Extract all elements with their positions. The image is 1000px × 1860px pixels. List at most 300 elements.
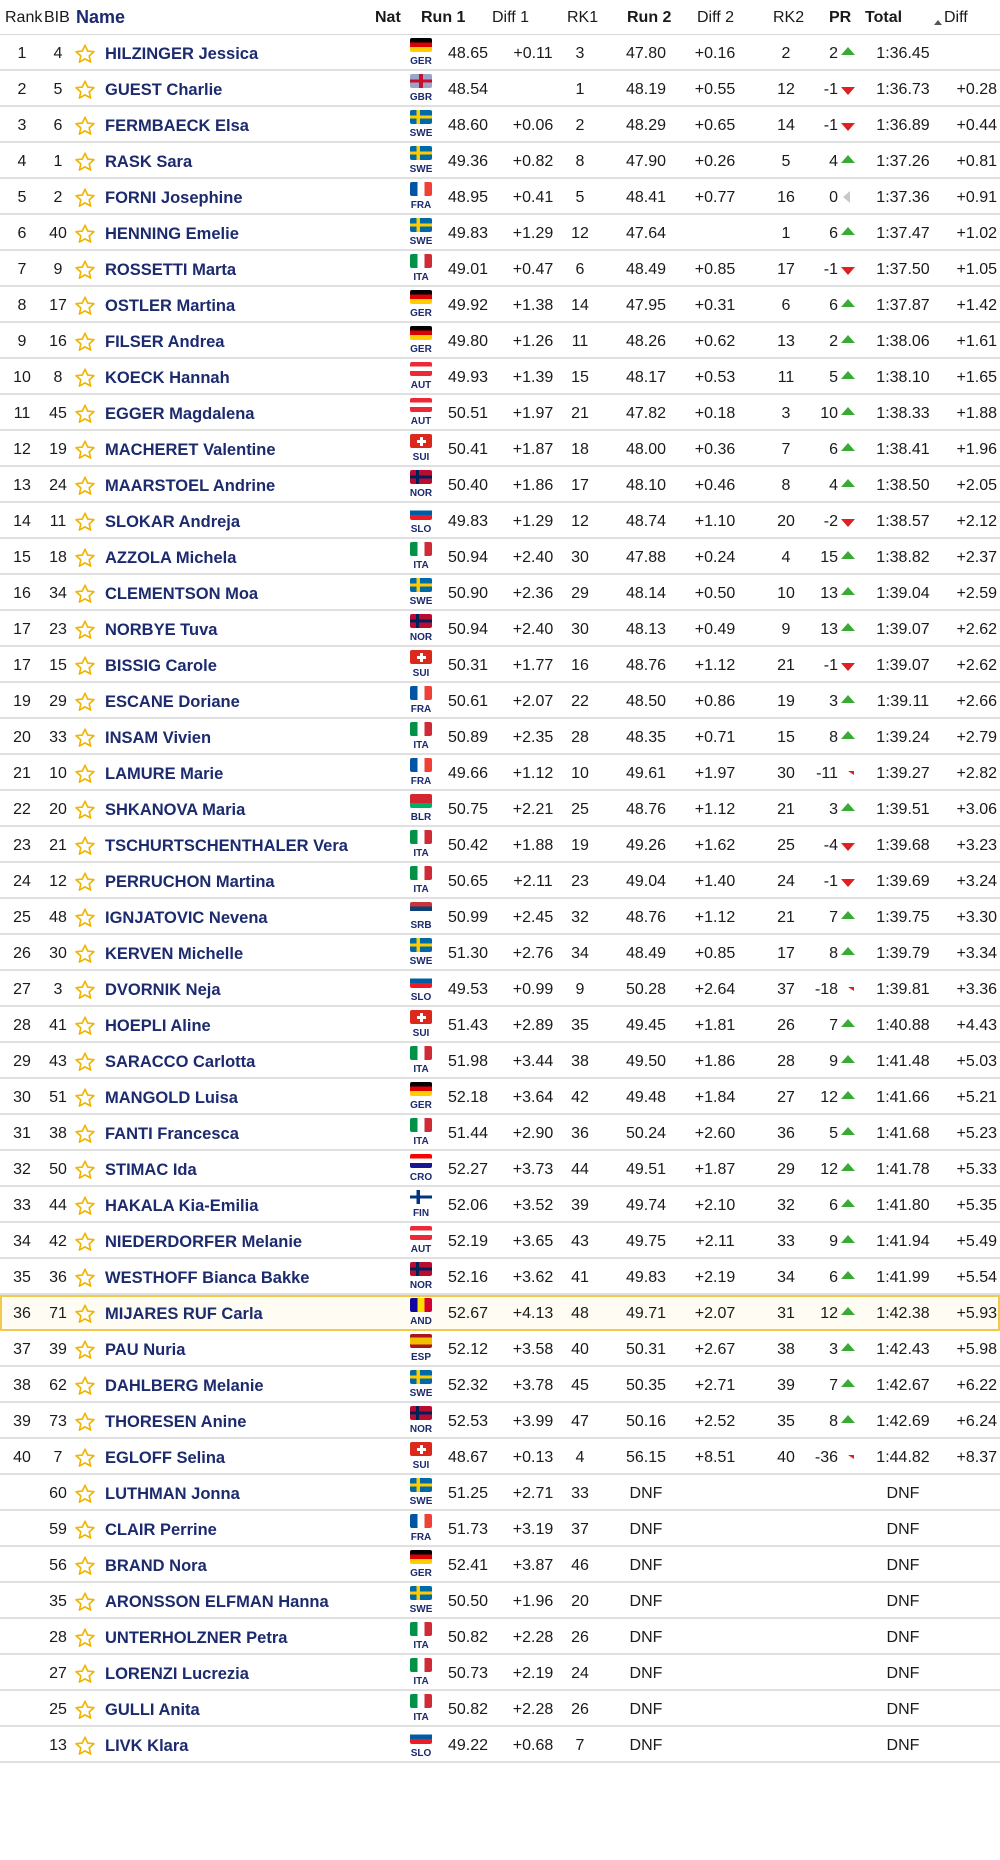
athlete-name-link[interactable]: KOECK Hannah (105, 369, 230, 387)
table-row[interactable] (0, 1727, 1000, 1763)
run2-diff: +0.62 (694, 333, 736, 350)
table-row[interactable] (0, 971, 1000, 1007)
athlete-name-link[interactable]: MANGOLD Luisa (105, 1089, 238, 1107)
favorite-star-icon[interactable] (74, 547, 96, 569)
run1-diff: +2.07 (512, 693, 554, 710)
athlete-name-link[interactable]: UNTERHOLZNER Petra (105, 1629, 288, 1647)
run2-rank: 8 (781, 477, 791, 494)
favorite-star-icon[interactable] (74, 475, 96, 497)
table-row[interactable] (0, 683, 1000, 719)
athlete-name-link[interactable]: ESCANE Doriane (105, 693, 240, 711)
run2-rank: 36 (777, 1125, 795, 1142)
run1-diff: +0.11 (513, 45, 553, 62)
favorite-star-icon[interactable] (74, 1087, 96, 1109)
favorite-star-icon[interactable] (74, 1375, 96, 1397)
total-diff: +3.30 (956, 909, 997, 926)
favorite-star-icon[interactable] (74, 1699, 96, 1721)
athlete-name-link[interactable]: MACHERET Valentine (105, 441, 276, 459)
athlete-name-link[interactable]: MIJARES RUF Carla (105, 1305, 263, 1323)
favorite-star-icon[interactable] (74, 1159, 96, 1181)
arrow-down-icon (848, 771, 854, 775)
run2-time: 50.31 (625, 1341, 667, 1358)
athlete-name-link[interactable]: THORESEN Anine (105, 1413, 247, 1431)
run2-time: 49.26 (625, 837, 667, 854)
athlete-name-link[interactable]: FILSER Andrea (105, 333, 225, 351)
run2-diff: +2.64 (694, 981, 736, 998)
rank-cell: 10 (13, 369, 31, 386)
rank-cell: 4 (17, 153, 27, 170)
table-row[interactable] (0, 1259, 1000, 1295)
nation-code: ITA (413, 1712, 429, 1723)
athlete-name-link[interactable]: LIVK Klara (105, 1737, 189, 1755)
col-run1[interactable]: Run 1 (421, 9, 466, 26)
total-time: 1:41.78 (876, 1161, 930, 1178)
total-diff: +1.42 (956, 297, 997, 314)
table-row[interactable] (0, 827, 1000, 863)
total-diff: +3.06 (956, 801, 997, 818)
athlete-name-link[interactable]: GULLI Anita (105, 1701, 200, 1719)
favorite-star-icon[interactable] (74, 1051, 96, 1073)
favorite-star-icon[interactable] (74, 1411, 96, 1433)
table-row[interactable] (0, 647, 1000, 683)
table-row[interactable] (0, 179, 1000, 215)
table-row[interactable] (0, 431, 1000, 467)
table-row[interactable] (0, 71, 1000, 107)
arrow-up-icon (841, 623, 855, 631)
favorite-star-icon[interactable] (74, 1123, 96, 1145)
athlete-name-link[interactable]: STIMAC Ida (105, 1161, 197, 1179)
rank-cell: 29 (13, 1053, 31, 1070)
run2-diff: +0.85 (694, 261, 736, 278)
run1-rank: 2 (575, 117, 585, 134)
run1-time: 49.80 (447, 333, 488, 350)
run1-diff: +3.78 (512, 1377, 554, 1394)
favorite-star-icon[interactable] (74, 1015, 96, 1037)
table-row[interactable] (0, 575, 1000, 611)
run1-time: 50.90 (447, 585, 488, 602)
bib-cell: 34 (49, 585, 67, 602)
run2-diff: +1.62 (694, 837, 736, 854)
table-row[interactable] (0, 1007, 1000, 1043)
favorite-star-icon[interactable] (74, 655, 96, 677)
rank-cell: 30 (13, 1089, 31, 1106)
athlete-name-link[interactable]: FERMBAECK Elsa (105, 117, 249, 135)
table-row[interactable] (0, 1583, 1000, 1619)
table-row[interactable] (0, 1547, 1000, 1583)
athlete-name-link[interactable]: LAMURE Marie (105, 765, 224, 783)
athlete-name-link[interactable]: GUEST Charlie (105, 81, 223, 99)
rank-cell: 35 (13, 1269, 31, 1286)
run2-rank: 25 (777, 837, 795, 854)
athlete-name-link[interactable]: HENNING Emelie (105, 225, 239, 243)
favorite-star-icon[interactable] (74, 1555, 96, 1577)
athlete-name-link[interactable]: PAU Nuria (105, 1341, 186, 1359)
favorite-star-icon[interactable] (74, 79, 96, 101)
run2-time: 48.41 (625, 189, 667, 206)
run2-diff: +0.16 (694, 45, 736, 62)
run1-diff: +1.88 (512, 837, 554, 854)
athlete-name-link[interactable]: CLAIR Perrine (105, 1521, 217, 1539)
favorite-star-icon[interactable] (74, 943, 96, 965)
athlete-name-link[interactable]: FANTI Francesca (105, 1125, 239, 1143)
run2-time: 48.26 (625, 333, 667, 350)
run1-time: 49.83 (447, 225, 488, 242)
table-row[interactable] (0, 1511, 1000, 1547)
favorite-star-icon[interactable] (74, 1519, 96, 1541)
col-name[interactable]: Name (76, 7, 126, 27)
table-row[interactable] (0, 359, 1000, 395)
favorite-star-icon[interactable] (74, 619, 96, 641)
favorite-star-icon[interactable] (74, 511, 96, 533)
total-time: 1:41.80 (876, 1197, 930, 1214)
rank-cell: 20 (13, 729, 31, 746)
run2-diff: +0.55 (694, 81, 736, 98)
total-diff: +0.81 (956, 153, 997, 170)
rank-cell: 23 (13, 837, 31, 854)
table-row[interactable] (0, 1691, 1000, 1727)
nation-code: FRA (410, 704, 432, 715)
table-row[interactable] (0, 1655, 1000, 1691)
run2-rank: 20 (777, 513, 795, 530)
favorite-star-icon[interactable] (74, 187, 96, 209)
athlete-name-link[interactable]: CLEMENTSON Moa (105, 585, 259, 603)
run2-diff: +0.46 (694, 477, 736, 494)
run1-diff: +3.99 (512, 1413, 554, 1430)
run2-rank: 2 (781, 45, 791, 62)
rank-cell: 15 (13, 549, 31, 566)
table-row[interactable] (0, 287, 1000, 323)
total-time: DNF (886, 1593, 920, 1610)
athlete-name-link[interactable]: SHKANOVA Maria (105, 801, 246, 819)
run1-diff: +0.13 (512, 1449, 554, 1466)
arrow-up-icon (841, 1199, 855, 1207)
bib-cell: 45 (49, 405, 67, 422)
athlete-name-link[interactable]: KERVEN Michelle (105, 945, 244, 963)
run1-diff: +2.28 (512, 1629, 554, 1646)
run2-diff: +0.49 (694, 621, 736, 638)
favorite-star-icon[interactable] (74, 979, 96, 1001)
col-rk2[interactable]: RK2 (773, 9, 805, 26)
table-row[interactable] (0, 1619, 1000, 1655)
nation-code: SWE (409, 1496, 433, 1507)
rank-cell: 26 (13, 945, 31, 962)
nation-code: GER (410, 308, 432, 319)
nation-code: SUI (412, 668, 430, 679)
nation-code: ITA (413, 560, 429, 571)
table-row[interactable] (0, 1115, 1000, 1151)
bib-cell: 17 (49, 297, 67, 314)
rank-cell: 22 (13, 801, 31, 818)
bib-cell: 38 (49, 1125, 67, 1142)
bib-cell: 12 (49, 873, 67, 890)
table-row[interactable] (0, 863, 1000, 899)
arrow-up-icon (841, 911, 855, 919)
bib-cell: 48 (49, 909, 67, 926)
run1-time: 50.51 (447, 405, 488, 422)
run2-time: 49.74 (625, 1197, 667, 1214)
table-row[interactable] (0, 215, 1000, 251)
athlete-name-link[interactable]: DAHLBERG Melanie (105, 1377, 264, 1395)
run2-time: 48.49 (625, 945, 667, 962)
nation-code: SWE (409, 596, 433, 607)
run2-diff: +2.67 (694, 1341, 736, 1358)
table-row[interactable] (0, 1295, 1000, 1331)
bib-cell: 30 (49, 945, 67, 962)
athlete-name-link[interactable]: HOEPLI Aline (105, 1017, 211, 1035)
col-total[interactable]: Total (865, 9, 903, 26)
run2-time: 49.04 (625, 873, 667, 890)
run1-rank: 30 (571, 549, 589, 566)
nation-code: ESP (410, 1352, 431, 1363)
table-row[interactable] (0, 1043, 1000, 1079)
run1-time: 50.65 (447, 873, 488, 890)
positions-gained: 6 (829, 297, 838, 314)
athlete-name-link[interactable]: FORNI Josephine (105, 189, 243, 207)
run1-time: 50.89 (447, 729, 488, 746)
total-diff: +3.34 (956, 945, 997, 962)
favorite-star-icon[interactable] (74, 1483, 96, 1505)
table-row[interactable] (0, 467, 1000, 503)
favorite-star-icon[interactable] (74, 835, 96, 857)
run1-rank: 11 (571, 333, 589, 350)
favorite-star-icon[interactable] (74, 439, 96, 461)
arrow-up-icon (841, 155, 855, 163)
run1-rank: 48 (571, 1305, 589, 1322)
table-row[interactable] (0, 539, 1000, 575)
favorite-star-icon[interactable] (74, 223, 96, 245)
col-pr[interactable]: PR (829, 9, 852, 26)
run1-time: 51.44 (447, 1125, 488, 1142)
table-row[interactable] (0, 791, 1000, 827)
run1-diff: +1.26 (512, 333, 554, 350)
bib-cell: 43 (49, 1053, 67, 1070)
total-time: 1:41.48 (876, 1053, 930, 1070)
athlete-name-link[interactable]: BISSIG Carole (105, 657, 217, 675)
run2-time: 48.76 (625, 657, 667, 674)
total-time: 1:38.33 (876, 405, 930, 422)
run2-time: 47.95 (625, 297, 667, 314)
run1-rank: 12 (571, 513, 589, 530)
run1-rank: 36 (571, 1125, 589, 1142)
run1-rank: 44 (571, 1161, 589, 1178)
favorite-star-icon[interactable] (74, 1303, 96, 1325)
favorite-star-icon[interactable] (74, 151, 96, 173)
table-row[interactable] (0, 899, 1000, 935)
run1-rank: 5 (575, 189, 585, 206)
table-row[interactable] (0, 719, 1000, 755)
col-diff[interactable]: Diff (944, 9, 968, 26)
athlete-name-link[interactable]: LUTHMAN Jonna (105, 1485, 240, 1503)
table-row[interactable] (0, 1223, 1000, 1259)
col-bib[interactable]: BIB (44, 9, 70, 26)
favorite-star-icon[interactable] (74, 871, 96, 893)
athlete-name-link[interactable]: EGGER Magdalena (105, 405, 255, 423)
run1-time: 50.42 (447, 837, 488, 854)
nation-code: SLO (410, 524, 432, 535)
run1-rank: 26 (571, 1701, 589, 1718)
run1-diff: +2.28 (512, 1701, 554, 1718)
favorite-star-icon[interactable] (74, 1339, 96, 1361)
arrow-up-icon (841, 1379, 855, 1387)
athlete-name-link[interactable]: MAARSTOEL Andrine (105, 477, 276, 495)
run2-rank: 28 (777, 1053, 795, 1070)
run1-diff: +0.47 (512, 261, 554, 278)
table-row[interactable] (0, 1403, 1000, 1439)
arrow-up-icon (841, 371, 855, 379)
favorite-star-icon[interactable] (74, 583, 96, 605)
col-rk1[interactable]: RK1 (567, 9, 599, 26)
favorite-star-icon[interactable] (74, 763, 96, 785)
favorite-star-icon[interactable] (74, 1735, 96, 1757)
favorite-star-icon[interactable] (74, 1627, 96, 1649)
run1-time: 50.94 (447, 549, 488, 566)
positions-gained: 13 (820, 585, 838, 602)
favorite-star-icon[interactable] (74, 403, 96, 425)
bib-cell: 35 (49, 1593, 67, 1610)
favorite-star-icon[interactable] (74, 1591, 96, 1613)
athlete-name-link[interactable]: HAKALA Kia-Emilia (105, 1197, 259, 1215)
total-time: 1:36.89 (876, 117, 930, 134)
table-row[interactable] (0, 1367, 1000, 1403)
total-diff: +2.62 (956, 657, 997, 674)
col-rank[interactable]: Rank (5, 9, 43, 26)
run2-diff: +2.10 (694, 1197, 736, 1214)
table-row[interactable] (0, 611, 1000, 647)
table-row[interactable] (0, 1475, 1000, 1511)
col-run2[interactable]: Run 2 (627, 9, 672, 26)
favorite-star-icon[interactable] (74, 295, 96, 317)
col-diff2[interactable]: Diff 2 (697, 9, 735, 26)
athlete-name-link[interactable]: PERRUCHON Martina (105, 873, 275, 891)
bib-cell: 23 (49, 621, 67, 638)
positions-gained: -1 (823, 873, 838, 890)
favorite-star-icon[interactable] (74, 1231, 96, 1253)
run2-time: DNF (629, 1665, 663, 1682)
favorite-star-icon[interactable] (74, 367, 96, 389)
athlete-name-link[interactable]: NORBYE Tuva (105, 621, 218, 639)
arrow-up-icon (841, 1091, 855, 1099)
table-row[interactable] (0, 35, 1000, 71)
athlete-name-link[interactable]: DVORNIK Neja (105, 981, 221, 999)
athlete-name-link[interactable]: WESTHOFF Bianca Bakke (105, 1269, 310, 1287)
athlete-name-link[interactable]: EGLOFF Selina (105, 1449, 226, 1467)
favorite-star-icon[interactable] (74, 1267, 96, 1289)
favorite-star-icon[interactable] (74, 1195, 96, 1217)
total-time: 1:41.66 (876, 1089, 930, 1106)
athlete-name-link[interactable]: AZZOLA Michela (105, 549, 237, 567)
table-row[interactable] (0, 935, 1000, 971)
athlete-name-link[interactable]: ROSSETTI Marta (105, 261, 237, 279)
athlete-name-link[interactable]: TSCHURTSCHENTHALER Vera (105, 837, 348, 855)
table-row[interactable] (0, 1439, 1000, 1475)
favorite-star-icon[interactable] (74, 259, 96, 281)
run2-time: 49.75 (625, 1233, 667, 1250)
run1-time: 50.50 (447, 1593, 488, 1610)
run1-diff: +1.39 (512, 369, 554, 386)
run1-rank: 38 (571, 1053, 589, 1070)
athlete-name-link[interactable]: NIEDERDORFER Melanie (105, 1233, 303, 1251)
bib-cell: 50 (49, 1161, 67, 1178)
run2-time: 49.71 (625, 1305, 667, 1322)
run2-rank: 30 (777, 765, 795, 782)
run2-diff: +0.26 (694, 153, 736, 170)
total-diff: +0.44 (956, 117, 997, 134)
favorite-star-icon[interactable] (74, 331, 96, 353)
athlete-name-link[interactable]: LORENZI Lucrezia (105, 1665, 249, 1683)
rank-cell: 36 (13, 1305, 31, 1322)
col-diff1[interactable]: Diff 1 (492, 9, 530, 26)
table-row[interactable] (0, 323, 1000, 359)
arrow-up-icon (841, 695, 855, 703)
run2-diff: +1.10 (694, 513, 736, 530)
favorite-star-icon[interactable] (74, 1663, 96, 1685)
table-row[interactable] (0, 503, 1000, 539)
favorite-star-icon[interactable] (74, 691, 96, 713)
table-row[interactable] (0, 755, 1000, 791)
total-time: 1:37.26 (876, 153, 930, 170)
run1-time: 50.73 (447, 1665, 488, 1682)
bib-cell: 2 (53, 189, 63, 206)
run1-diff: +3.58 (512, 1341, 554, 1358)
table-row[interactable] (0, 143, 1000, 179)
favorite-star-icon[interactable] (74, 43, 96, 65)
bib-cell: 44 (49, 1197, 67, 1214)
col-nat[interactable]: Nat (375, 9, 401, 26)
favorite-star-icon[interactable] (74, 799, 96, 821)
table-row[interactable] (0, 395, 1000, 431)
positions-gained: 6 (829, 225, 838, 242)
run2-rank: 11 (777, 369, 795, 386)
athlete-name-link[interactable]: SLOKAR Andreja (105, 513, 241, 531)
table-row[interactable] (0, 1151, 1000, 1187)
table-row[interactable] (0, 1079, 1000, 1115)
run1-time: 51.25 (447, 1485, 488, 1502)
rank-cell: 37 (13, 1341, 31, 1358)
athlete-name-link[interactable]: HILZINGER Jessica (105, 45, 259, 63)
positions-gained: 13 (820, 621, 838, 638)
arrow-up-icon (841, 299, 855, 307)
rank-cell: 8 (17, 297, 27, 314)
run1-diff: +3.62 (512, 1269, 554, 1286)
favorite-star-icon[interactable] (74, 115, 96, 137)
athlete-name-link[interactable]: SARACCO Carlotta (105, 1053, 256, 1071)
run1-time: 49.83 (447, 513, 488, 530)
athlete-name-link[interactable]: BRAND Nora (105, 1557, 207, 1575)
table-row[interactable] (0, 251, 1000, 287)
athlete-name-link[interactable]: RASK Sara (105, 153, 193, 171)
athlete-name-link[interactable]: OSTLER Martina (105, 297, 236, 315)
athlete-name-link[interactable]: INSAM Vivien (105, 729, 212, 747)
favorite-star-icon[interactable] (74, 1447, 96, 1469)
run2-time: 49.61 (625, 765, 667, 782)
nation-code: SWE (409, 1604, 433, 1615)
table-row[interactable] (0, 107, 1000, 143)
favorite-star-icon[interactable] (74, 727, 96, 749)
run1-rank: 14 (571, 297, 589, 314)
athlete-name-link[interactable]: IGNJATOVIC Nevena (105, 909, 268, 927)
run1-rank: 6 (575, 261, 585, 278)
favorite-star-icon[interactable] (74, 907, 96, 929)
table-row[interactable] (0, 1331, 1000, 1367)
table-row[interactable] (0, 1187, 1000, 1223)
nation-code: SWE (409, 956, 433, 967)
run2-diff: +2.07 (694, 1305, 736, 1322)
athlete-name-link[interactable]: ARONSSON ELFMAN Hanna (105, 1593, 329, 1611)
total-diff: +3.36 (956, 981, 997, 998)
run1-time: 49.22 (447, 1737, 488, 1754)
run2-time: 49.83 (625, 1269, 667, 1286)
run1-time: 51.43 (447, 1017, 488, 1034)
